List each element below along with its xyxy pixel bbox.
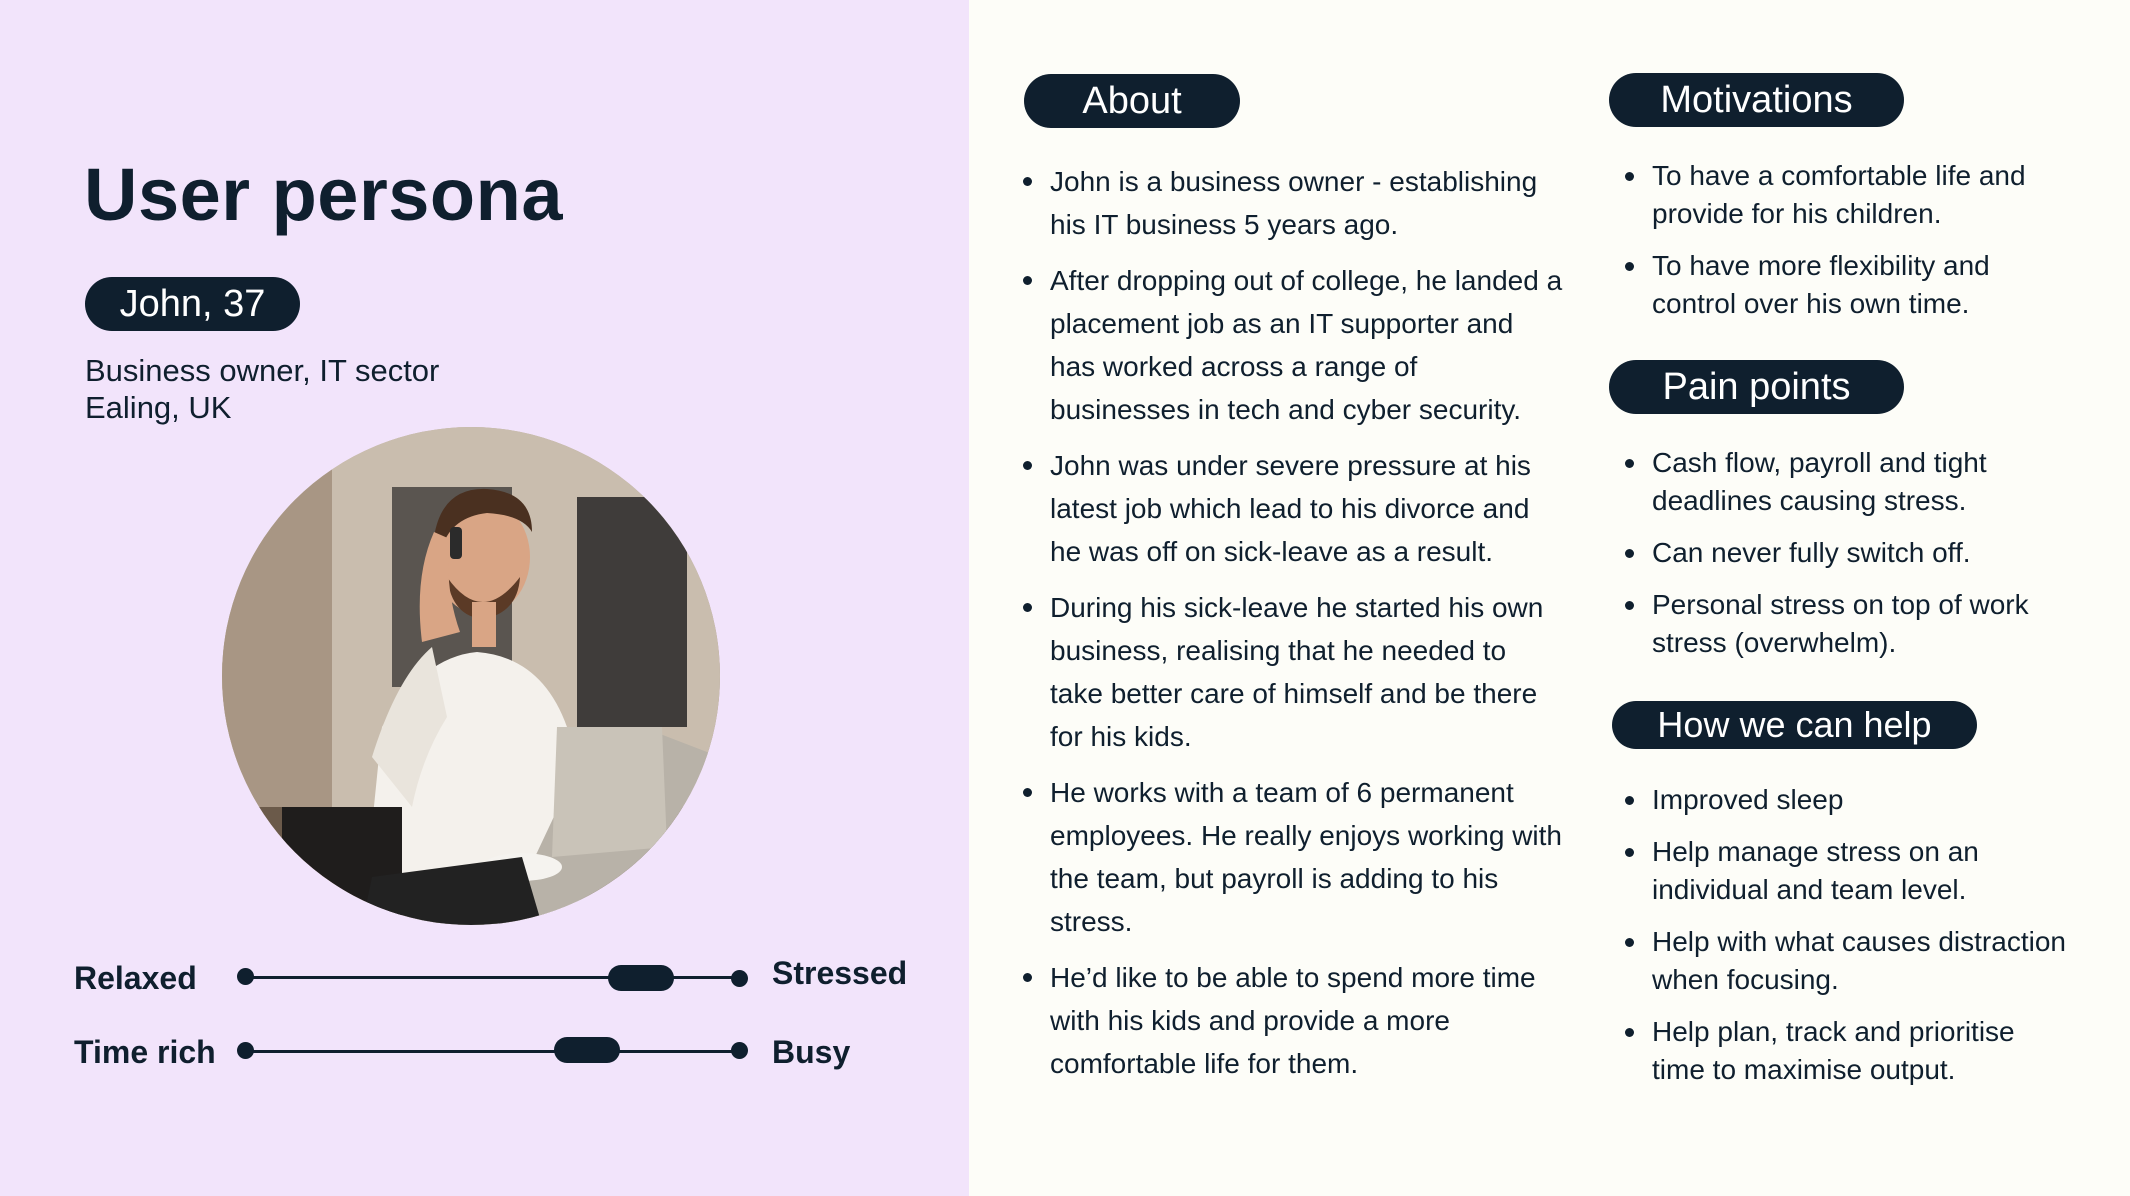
list-item: John was under severe pressure at his latest job which lead to his divorce and he was off on sick-leave as a result. — [1023, 444, 1563, 573]
slider-stress-thumb — [608, 965, 674, 991]
list-item: Help manage stress on an individual and team level. — [1625, 833, 2075, 909]
list-item: To have a comfortable life and provide for his children. — [1625, 157, 2075, 233]
list-item: Help with what causes distraction when focusing. — [1625, 923, 2075, 999]
pain-points-heading: Pain points — [1609, 360, 1904, 414]
slider-time-start-dot — [237, 1042, 254, 1059]
slider-time-right-label: Busy — [772, 1034, 851, 1070]
list-item: Can never fully switch off. — [1625, 534, 2075, 572]
list-item: Help plan, track and prioritise time to maximise output. — [1625, 1013, 2075, 1089]
pain-points-list — [1625, 444, 2075, 676]
persona-photo-illustration — [222, 427, 720, 925]
motivations-list — [1625, 157, 2075, 337]
help-heading: How we can help — [1612, 701, 1977, 749]
location-text: Ealing, UK — [85, 390, 232, 425]
list-item: Improved sleep — [1625, 781, 2075, 819]
persona-photo — [222, 427, 720, 925]
list-item: Personal stress on top of work stress (overwhelm). — [1625, 586, 2075, 662]
slider-time-thumb — [554, 1037, 620, 1063]
page-title: User persona — [84, 153, 563, 236]
persona-panel — [0, 0, 969, 1196]
slider-stress-end-dot — [731, 970, 748, 987]
list-item: John is a business owner - establishing his IT business 5 years ago. — [1023, 160, 1563, 246]
motivations-heading: Motivations — [1609, 73, 1904, 127]
occupation-text: Business owner, IT sector — [85, 353, 440, 388]
list-item: He’d like to be able to spend more time with his kids and provide a more comfortable life for them. — [1023, 956, 1563, 1085]
name-age-badge: John, 37 — [85, 277, 300, 331]
slider-stress-start-dot — [237, 968, 254, 985]
list-item: Cash flow, payroll and tight deadlines causing stress. — [1625, 444, 2075, 520]
slider-stress-left-label: Relaxed — [74, 960, 197, 996]
slider-time-end-dot — [731, 1042, 748, 1059]
about-list — [1023, 160, 1563, 1098]
list-item: During his sick-leave he started his own business, realising that he needed to take better care of himself and be there for his kids. — [1023, 586, 1563, 758]
list-item: After dropping out of college, he landed a placement job as an IT supporter and has worked across a range of businesses in tech and cyber security. — [1023, 259, 1563, 431]
slider-stress-right-label: Stressed — [772, 955, 908, 991]
help-list — [1625, 781, 2075, 1103]
list-item: He works with a team of 6 permanent employees. He really enjoys working with the team, but payroll is adding to his stress. — [1023, 771, 1563, 943]
slider-time-left-label: Time rich — [74, 1034, 216, 1070]
about-heading: About — [1024, 74, 1240, 128]
slider-time-track — [246, 1050, 740, 1053]
list-item: To have more flexibility and control over his own time. — [1625, 247, 2075, 323]
persona-details — [85, 352, 439, 426]
